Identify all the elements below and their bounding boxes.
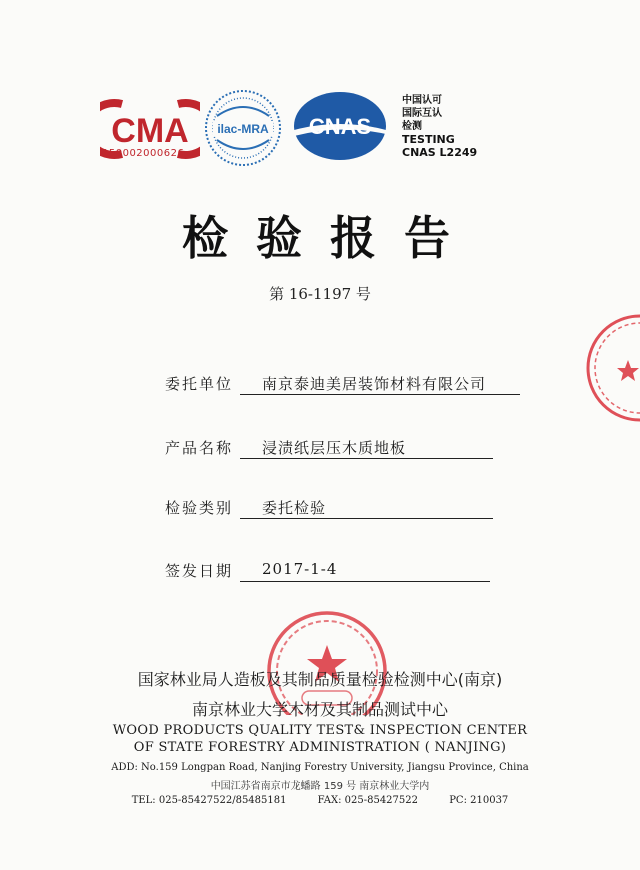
report-number: 第 16-1197 号 — [269, 285, 371, 303]
field-value: 2017-1-4 — [240, 560, 490, 582]
address-en: ADD: No.159 Longpan Road, Nanjing Forestry University, Jiangsu Province, China — [111, 762, 529, 773]
field-value: 南京泰迪美居装饰材料有限公司 — [240, 373, 520, 395]
cnas-logo — [292, 90, 388, 162]
contact-line — [0, 795, 640, 806]
ilac-mra-logo — [203, 88, 283, 168]
address-cn: 中国江苏省南京市龙蟠路 159 号 南京林业大学内 — [210, 781, 430, 792]
field-label: 检验类别 — [165, 499, 234, 517]
field-label: 产品名称 — [165, 439, 234, 457]
org-name-cn: 国家林业局人造板及其制品质量检验检测中心(南京) — [137, 670, 503, 689]
field-value: 委托检验 — [240, 497, 493, 519]
report-title: 检验报告 — [182, 211, 478, 265]
svg-text:CMA: CMA — [111, 112, 189, 150]
org-name-en-line2: OF STATE FORESTRY ADMINISTRATION ( NANJING) — [133, 740, 507, 755]
cnas-description: 中国认可 国际互认 检测 TESTING CNAS L2249 — [402, 95, 478, 159]
certification-logos — [100, 88, 520, 168]
field-label: 签发日期 — [165, 562, 234, 580]
cma-code: 150002000626 — [102, 148, 185, 159]
org-subname-cn: 南京林业大学木材及其制品测试中心 — [191, 700, 448, 719]
svg-text:CNAS: CNAS — [308, 114, 372, 139]
seal-stamp-right — [578, 312, 640, 424]
org-name-en-line1: WOOD PRODUCTS QUALITY TEST& INSPECTION CENTER — [112, 723, 528, 738]
field-label: 委托单位 — [165, 375, 234, 393]
tel: TEL: 025-85427522/85485181 — [131, 795, 287, 806]
field-value: 浸渍纸层压木质地板 — [240, 437, 493, 459]
postcode: PC: 210037 — [449, 795, 509, 806]
fax: FAX: 025-85427522 — [317, 795, 418, 806]
svg-text:ilac-MRA: ilac-MRA — [217, 122, 269, 136]
